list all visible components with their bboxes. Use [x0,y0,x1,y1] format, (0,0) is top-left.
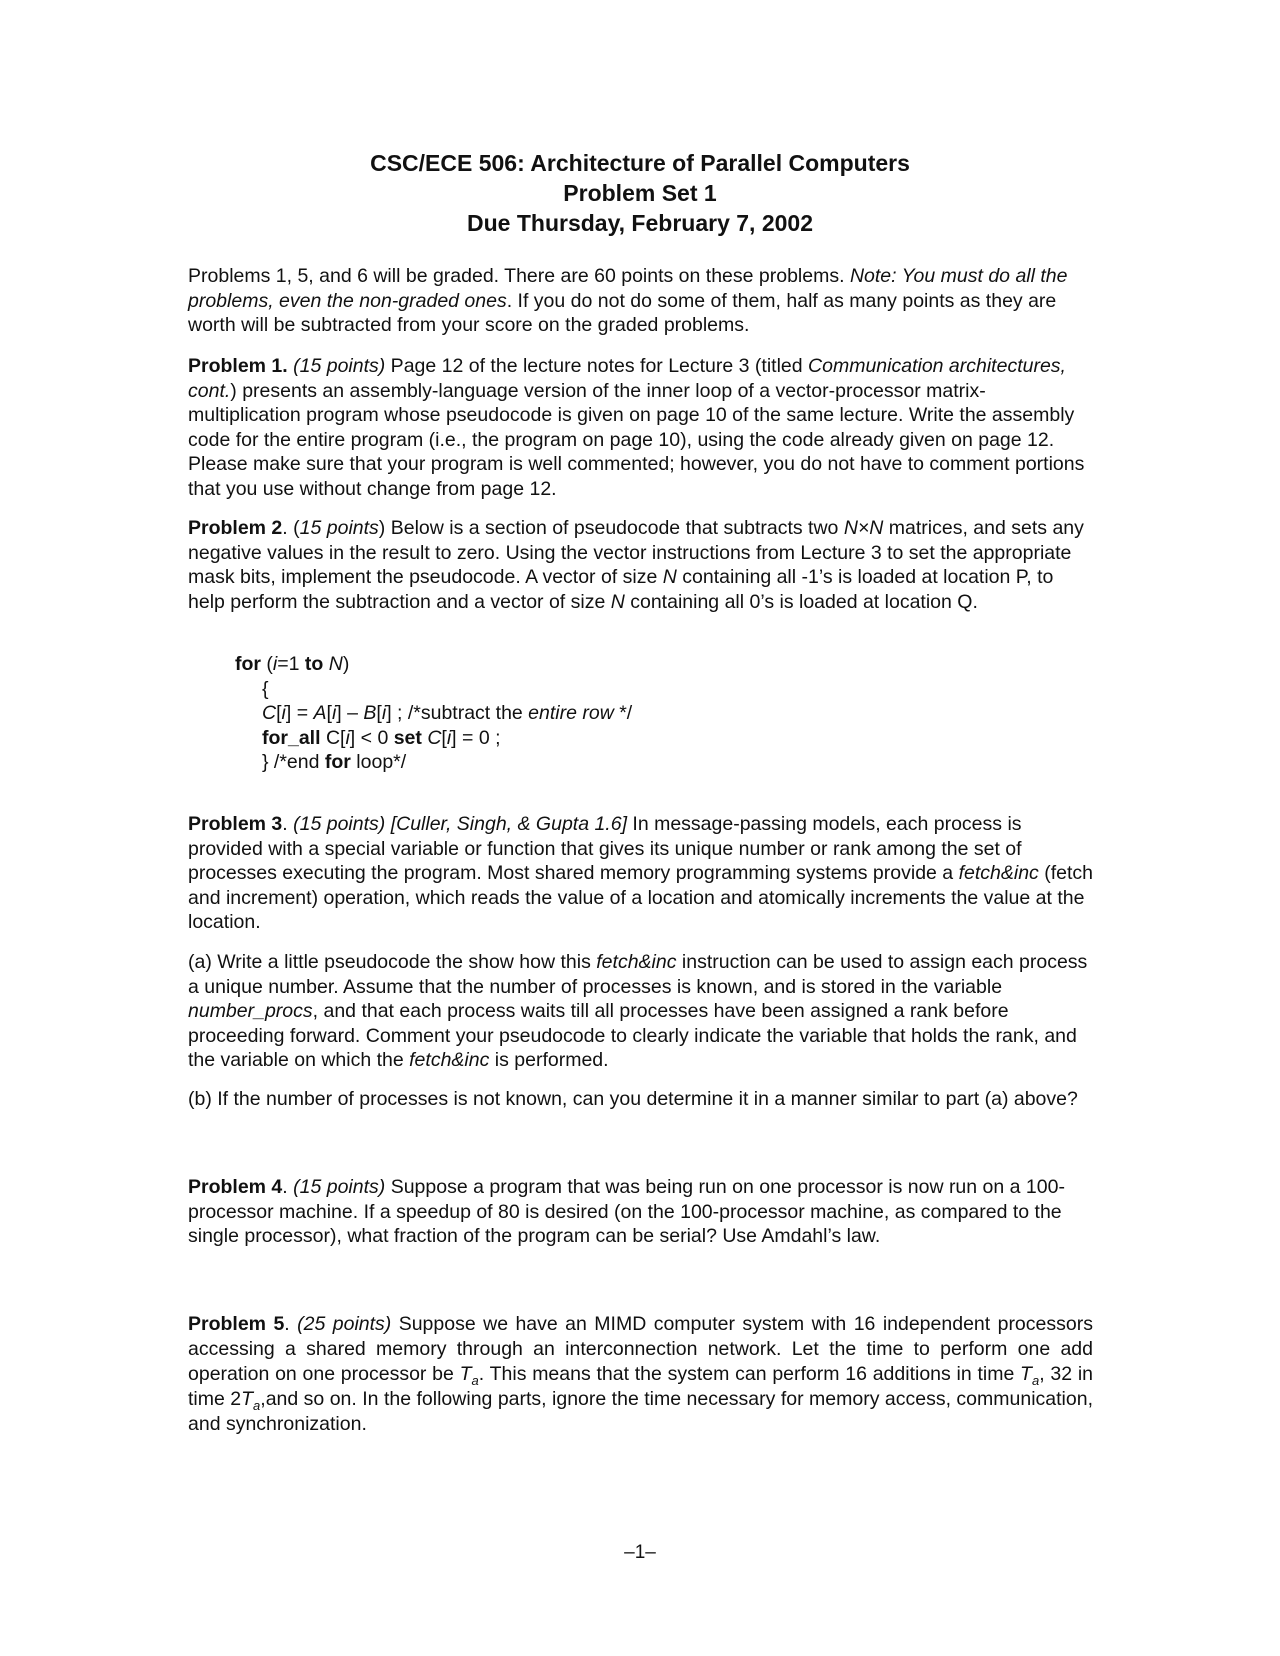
intro-text-1: Problems 1, 5, and 6 will be graded. There are 60 points on these problems. [188,265,850,287]
problem-2-text-4: containing all 0’s is loaded at location Q. [624,590,978,613]
kw-for-all: for_all [262,726,321,749]
code-t: [ [276,702,282,724]
code-t: ] = [285,702,314,724]
problem-5-text-4: ,and so on. In the following parts, ignore the time necessary for memory access, communication, and synchronization. [188,1388,1093,1435]
code-t: ] – [336,702,364,724]
problem-5 [188,1312,1093,1437]
problem-1 [188,354,1093,501]
code-line-5 [235,750,632,775]
problem-1-text-2: ) presents an assembly-language version of the inner loop of a vector-processor matrix-multiplication program whose pseudocode is given on page 10 of the same lecture. Write the assembly code for the entire program (i.e., the program on page 10), using the code already given on page 12. Please make sure that your program is well commented; however, you do not have to comment portions that you use without change from page 12. [188,379,1085,500]
code-t: [ [326,702,332,724]
problem-5-points: (25 points) [297,1313,392,1335]
vector-size-2: N [610,590,625,613]
problem-2-points: 15 points [299,517,379,539]
code-t: } /*end [262,751,325,773]
code-var: i [272,653,278,675]
problem-2-dot: . [282,517,294,539]
problem-3-text-1: In message-passing models, each process is provided with a special variable or function that gives its unique number or rank among the set of processes executing the program. Most shared memory programming systems provide a [188,813,1022,884]
problem-3 [188,812,1093,935]
code-line-1 [235,652,632,677]
document-header [0,148,1280,238]
time-subscript: a [253,1397,261,1413]
problem-1-text-1: Page 12 of the lecture notes for Lecture 3 (titled [385,355,809,377]
code-var: C [262,702,277,724]
pseudocode-block [235,652,632,775]
problem-set-title: Problem Set 1 [563,180,717,206]
code-t: ( [261,653,273,675]
number-procs-term: number_procs [188,1000,313,1022]
problem-5-text-3: , 32 in time 2 [188,1363,1093,1410]
intro-text-2: . If you do not do some of them, half as many points as they are worth will be subtracted from your score on the graded problems. [188,289,1057,336]
problem-3a-text-3: , and that each process waits till all processes have been assigned a rank before proceeding forward. Comment your pseudocode to clearly indicate the variable that holds the rank, and the variable on which the [188,1000,1077,1071]
fetch-inc-term: fetch&inc [409,1049,490,1071]
kw-set: set [393,726,422,749]
code-var: i [331,702,337,724]
problem-2-paren-close: ) [378,517,386,539]
problem-2-text-2: matrices, and sets any negative values in the result to zero. Using the vector instructions from Lecture 3 to set the appropriate mask bits, implement the pseudocode. A vector of size [188,517,1084,588]
time-subscript: a [471,1372,479,1388]
code-var: i [446,726,452,749]
problem-2-text-1: Below is a section of pseudocode that subtracts two [385,517,844,539]
code-t: */ [613,702,633,724]
problem-5-label: Problem 5 [188,1313,285,1335]
code-comment-em: entire row [528,702,614,724]
problem-3a-text-2: instruction can be used to assign each process a unique number. Assume that the number of processes is known, and is stored in the variable [188,951,1088,998]
problem-3-text-2: (fetch and increment) operation, which reads the value of a location and atomically increments the value at the location. [188,862,1093,933]
time-subscript: a [1031,1372,1040,1388]
problem-4-label: Problem 4 [188,1176,283,1198]
problem-2-text-3: containing all -1’s is loaded at location P, to help perform the subtraction and a vector of size [188,566,1054,613]
code-line-4 [235,726,632,751]
matrix-size: N×N [843,517,884,539]
page-number: –1– [624,1542,656,1563]
problem-3-label: Problem 3 [188,813,283,835]
lecture-title: Communication architectures, cont. [188,355,1066,402]
code-t: C[ [320,726,346,749]
code-var: A [313,702,327,724]
code-t: ] ; /*subtract the [386,702,529,724]
code-t: =1 [277,653,305,675]
time-symbol: T [241,1388,254,1410]
code-var: B [363,702,377,724]
problem-5-text-1: Suppose we have an MIMD computer system with 16 independent processors accessing a shared memory through an interconnection network. Let the time to perform one add operation on one processor be [188,1313,1093,1385]
code-var: i [281,702,286,724]
intro-note: Note: You must do all the problems, even the non-graded ones [188,265,1068,312]
code-t: ) [342,653,350,675]
time-symbol: T [459,1363,472,1385]
code-t: ] = 0 ; [451,726,501,749]
course-title: CSC/ECE 506: Architecture of Parallel Computers [370,150,910,176]
problem-3b [188,1087,1093,1112]
code-var: i [381,702,387,724]
kw-to: to [304,653,324,675]
vector-size-1: N [662,566,677,588]
problem-3a-text-4: is performed. [489,1049,609,1071]
code-t: [ [441,726,447,749]
code-line-2: { [262,677,269,700]
problem-1-points: (15 points) [293,355,386,377]
problem-3b-text: (b) If the number of processes is not known, can you determine it in a manner similar to part (a) above? [188,1088,1078,1110]
problem-2-paren-open: ( [293,517,300,539]
problem-2 [188,516,1093,614]
problem-4-dot: . [282,1176,294,1198]
kw-for: for [324,751,351,773]
problem-4-text: Suppose a program that was being run on one processor is now run on a 100-processor machine. If a speedup of 80 is desired (on the 100-processor machine, as compared to the single processor), what fraction of the program can be serial? Use Amdahl’s law. [188,1176,1065,1247]
code-t: loop*/ [350,751,407,773]
problem-4 [188,1175,1093,1249]
problem-5-text-2: . This means that the system can perform 16 additions in time [478,1363,1021,1385]
code-var: C [427,726,442,749]
problem-3-dot: . [282,813,294,835]
fetch-inc-term: fetch&inc [958,862,1039,884]
code-t: [ [376,702,382,724]
problem-4-points: (15 points) [293,1176,386,1198]
fetch-inc-term: fetch&inc [596,951,677,973]
time-symbol: T [1020,1363,1032,1385]
problem-1-label: Problem 1. [188,355,288,377]
problem-5-dot: . [284,1313,298,1335]
problem-3a-text-1: (a) Write a little pseudocode the show how this [188,951,597,973]
code-var: i [345,726,350,749]
due-date: Due Thursday, February 7, 2002 [467,210,813,236]
code-var: N [328,653,343,675]
intro-paragraph [188,264,1093,338]
code-t: ] < 0 [349,726,394,749]
problem-2-label: Problem 2 [188,517,283,539]
code-line-3 [235,701,632,726]
problem-3-points: (15 points) [Culler, Singh, & Gupta 1.6] [293,813,627,835]
kw-for: for [235,653,261,675]
problem-3a [188,950,1093,1073]
